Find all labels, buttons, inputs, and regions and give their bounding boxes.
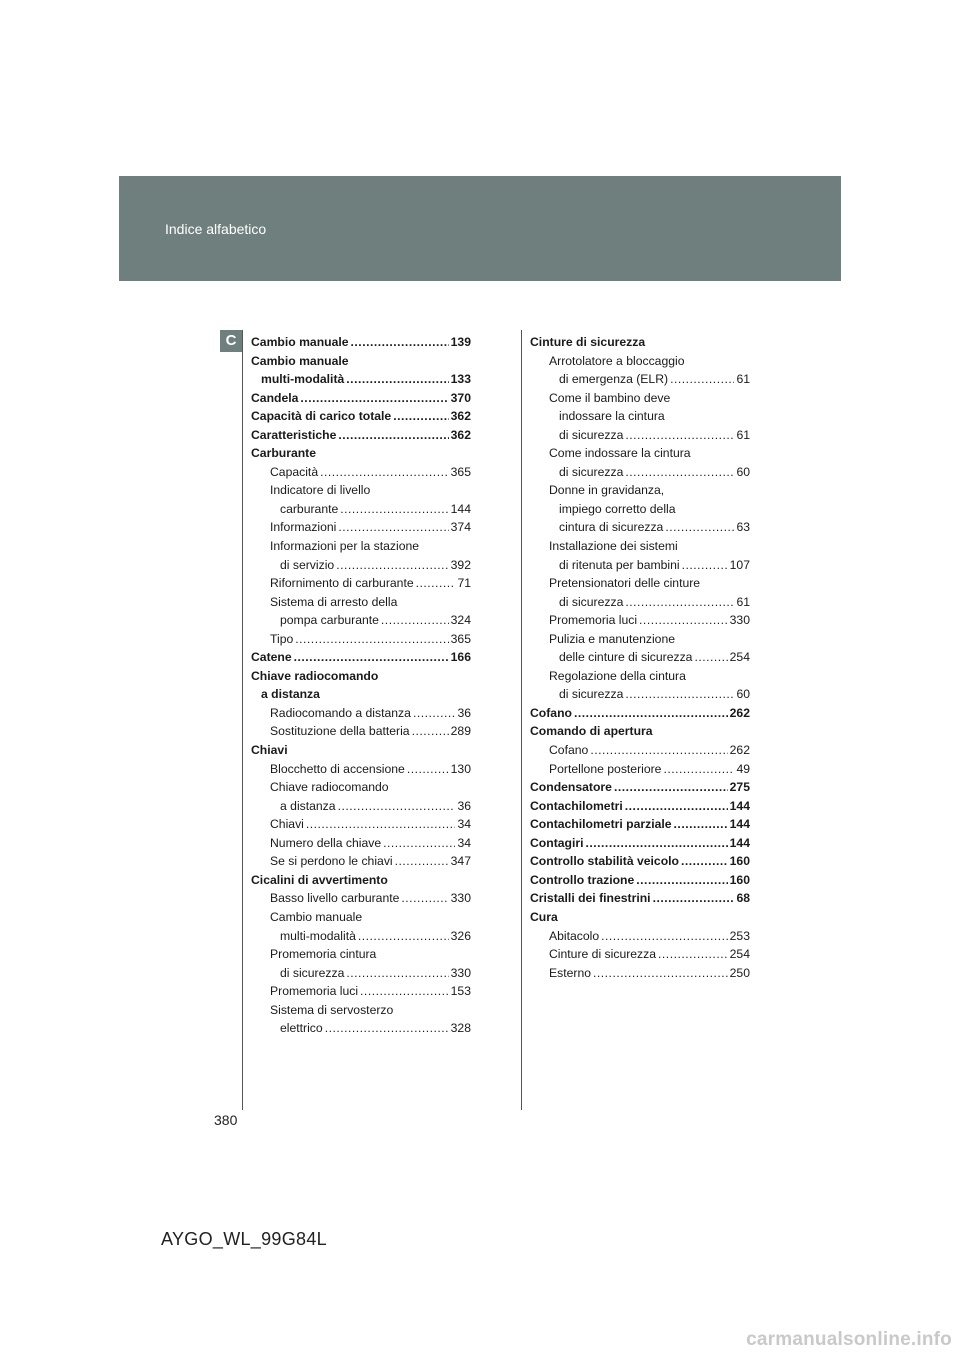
index-entry [251, 593, 471, 612]
index-entry-page: 370 [450, 390, 471, 405]
index-entry-term: impiego corretto della [559, 501, 676, 516]
index-entry-page: 330 [450, 965, 471, 980]
index-entry-term: Basso livello carburante [270, 891, 400, 906]
index-entry [530, 500, 750, 519]
index-entry-page: 133 [450, 372, 471, 387]
dot-leader [586, 834, 728, 853]
index-entry [530, 908, 750, 927]
index-entry [530, 704, 750, 723]
index-entry-page: 347 [450, 854, 471, 869]
index-entry-page: 330 [450, 891, 471, 906]
index-entry-page: 153 [450, 984, 471, 999]
index-entry [251, 518, 471, 537]
index-entry-term: Contagiri [530, 835, 584, 850]
index-entry [251, 908, 471, 927]
index-entry-page: 34 [457, 835, 471, 850]
index-entry-term: Carburante [251, 446, 317, 461]
index-entry-term: Blocchetto di accensione [270, 761, 405, 776]
index-entry [530, 333, 750, 352]
index-entry-page: 262 [729, 743, 750, 758]
index-entry [251, 852, 471, 871]
dot-leader [358, 927, 449, 946]
dot-leader [300, 389, 448, 408]
index-entry-term: Tipo [270, 631, 294, 646]
index-entry [251, 834, 471, 853]
dot-leader [395, 852, 449, 871]
index-entry-term: delle cinture di sicurezza [559, 650, 693, 665]
dot-leader [601, 927, 728, 946]
index-entry-term: di sicurezza [559, 687, 624, 702]
index-entry-page: 289 [450, 724, 471, 739]
index-entry [251, 1001, 471, 1020]
index-entry-term: pompa carburante [280, 613, 379, 628]
index-entry-term: Cambio manuale [251, 335, 349, 349]
dot-leader [614, 778, 728, 797]
index-entry [530, 426, 750, 445]
index-entry-term: di sicurezza [559, 427, 624, 442]
index-entry-term: Sostituzione della batteria [270, 724, 410, 739]
index-entry-term: Cura [530, 909, 558, 924]
index-entry-term: Radiocomando a distanza [270, 705, 411, 720]
dot-leader [593, 964, 728, 983]
index-entry-page: 139 [450, 335, 471, 349]
index-entry [530, 685, 750, 704]
index-entry [251, 889, 471, 908]
dot-leader [412, 722, 449, 741]
dot-leader [340, 500, 448, 519]
index-entry [530, 481, 750, 500]
index-entry-page: 71 [457, 576, 471, 591]
dot-leader [383, 834, 455, 853]
index-entry-term: a distanza [280, 798, 336, 813]
index-entry [251, 389, 471, 408]
index-entry-page: 63 [736, 520, 750, 535]
watermark: carmanualsonline.info [746, 1329, 952, 1350]
index-entry [530, 574, 750, 593]
index-entry [530, 927, 750, 946]
index-entry [251, 500, 471, 519]
index-entry-term: Portellone posteriore [549, 761, 662, 776]
index-entry-term: Pretensionatori delle cinture [549, 576, 701, 591]
index-entry-term: di sicurezza [280, 965, 345, 980]
dot-leader [325, 1019, 449, 1038]
index-entry-term: Esterno [549, 965, 592, 980]
index-entry [530, 871, 750, 890]
index-entry-term: Chiavi [270, 817, 304, 832]
dot-leader [625, 797, 728, 816]
index-entry-page: 144 [450, 501, 471, 516]
index-entry [530, 834, 750, 853]
dot-leader [681, 852, 728, 871]
index-entry-page: 144 [729, 817, 750, 832]
index-entry-term: Cambio manuale [270, 909, 363, 924]
index-entry-term: Comando di apertura [530, 724, 653, 739]
dot-leader [653, 889, 735, 908]
index-entry [530, 630, 750, 649]
index-entry [251, 407, 471, 426]
dot-leader [381, 611, 449, 630]
index-entry-term: Catene [251, 650, 292, 665]
index-entry [530, 444, 750, 463]
index-entry-page: 330 [729, 613, 750, 628]
index-entry-term: di sicurezza [559, 464, 624, 479]
index-entry [251, 1019, 471, 1038]
section-title: Indice alfabetico [165, 221, 267, 237]
index-entry-page: 60 [736, 687, 750, 702]
page-number: 380 [214, 1112, 238, 1128]
index-entry [530, 815, 750, 834]
dot-leader [320, 463, 449, 482]
index-entry-term: di emergenza (ELR) [559, 372, 669, 387]
index-entry [251, 537, 471, 556]
dot-leader [338, 797, 456, 816]
index-entry-term: Come il bambino deve [549, 390, 671, 405]
index-entry [530, 593, 750, 612]
index-entry-page: 365 [450, 464, 471, 479]
dot-leader [682, 556, 728, 575]
column-divider-right [521, 330, 522, 1110]
index-entry [251, 426, 471, 445]
dot-leader [360, 982, 449, 1001]
index-entry-page: 328 [450, 1021, 471, 1036]
dot-leader [351, 333, 449, 352]
index-entry [251, 945, 471, 964]
index-entry [251, 370, 471, 389]
dot-leader [401, 889, 448, 908]
index-entry-page: 36 [457, 798, 471, 813]
index-entry-term: Promemoria cintura [270, 947, 377, 962]
index-entry [251, 815, 471, 834]
index-entry-page: 262 [729, 705, 750, 720]
index-entry-page: 324 [450, 613, 471, 628]
index-entry [530, 389, 750, 408]
index-entry-page: 362 [450, 427, 471, 442]
index-entry-term: Contachilometri [530, 798, 623, 813]
index-entry [530, 889, 750, 908]
index-entry-term: di ritenuta per bambini [559, 557, 680, 572]
index-entry-term: Cofano [549, 743, 589, 758]
index-entry-term: a distanza [261, 687, 320, 702]
dot-leader [295, 630, 448, 649]
dot-leader [658, 945, 728, 964]
index-entry [530, 797, 750, 816]
index-entry [251, 667, 471, 686]
index-entry [251, 704, 471, 723]
index-entry [530, 648, 750, 667]
index-entry-page: 362 [450, 409, 471, 424]
index-entry [530, 722, 750, 741]
index-entry-term: Condensatore [530, 780, 612, 795]
index-entry [251, 648, 471, 667]
dot-leader [625, 685, 734, 704]
index-entry [530, 407, 750, 426]
index-entry [530, 741, 750, 760]
index-entry-term: Cofano [530, 705, 572, 720]
index-entry [530, 852, 750, 871]
index-entry-term: Cinture di sicurezza [530, 335, 646, 349]
dot-leader [306, 815, 456, 834]
dot-leader [338, 426, 448, 445]
index-entry [530, 945, 750, 964]
index-entry [530, 518, 750, 537]
index-entry [530, 463, 750, 482]
index-entry-term: Regolazione della cintura [549, 668, 686, 683]
index-entry-term: Informazioni [270, 520, 337, 535]
index-entry-term: Promemoria luci [270, 984, 359, 999]
index-entry-page: 36 [457, 705, 471, 720]
index-entry [251, 722, 471, 741]
index-entry [251, 982, 471, 1001]
index-entry-term: elettrico [280, 1021, 323, 1036]
index-entry-term: Arrotolatore a bloccaggio [549, 353, 685, 368]
index-column-left [251, 333, 471, 1038]
index-entry-term: Pulizia e manutenzione [549, 631, 676, 646]
index-entry [530, 964, 750, 983]
index-entry-term: Informazioni per la stazione [270, 539, 420, 554]
index-entry [251, 333, 471, 352]
index-column-right [530, 333, 750, 982]
index-entry-page: 254 [729, 947, 750, 962]
index-entry-page: 61 [736, 594, 750, 609]
index-entry-term: Come indossare la cintura [549, 446, 691, 461]
dot-leader [670, 370, 734, 389]
index-entry-term: Contachilometri parziale [530, 817, 672, 832]
index-entry-term: Sistema di servosterzo [270, 1002, 394, 1017]
index-entry [251, 741, 471, 760]
index-entry-page: 68 [736, 891, 750, 906]
dot-leader [338, 518, 448, 537]
index-entry-page: 61 [736, 372, 750, 387]
index-entry [251, 556, 471, 575]
index-entry [251, 871, 471, 890]
index-entry-term: carburante [280, 501, 339, 516]
index-entry [251, 760, 471, 779]
dot-leader [663, 760, 734, 779]
index-entry [251, 444, 471, 463]
index-entry-page: 130 [450, 761, 471, 776]
index-entry-term: Capacità di carico totale [251, 409, 392, 424]
dot-leader [590, 741, 727, 760]
index-entry-page: 250 [729, 965, 750, 980]
index-entry-page: 144 [729, 798, 750, 813]
index-entry-page: 392 [450, 557, 471, 572]
index-entry-term: multi-modalità [280, 928, 356, 943]
index-entry [530, 611, 750, 630]
index-entry [251, 685, 471, 704]
index-entry-term: multi-modalità [261, 372, 345, 387]
dot-leader [674, 815, 728, 834]
index-entry-term: Controllo trazione [530, 872, 635, 887]
index-entry-term: Rifornimento di carburante [270, 576, 414, 591]
index-entry-term: Se si perdono le chiavi [270, 854, 393, 869]
index-entry-term: Candela [251, 390, 299, 405]
column-divider-left [242, 330, 243, 1110]
dot-leader [639, 611, 728, 630]
index-entry-page: 60 [736, 464, 750, 479]
index-entry-page: 254 [729, 650, 750, 665]
dot-leader [294, 648, 449, 667]
index-entry-page: 160 [729, 854, 750, 869]
index-entry-term: Cicalini di avvertimento [251, 872, 388, 887]
index-entry-page: 166 [450, 650, 471, 665]
index-entry [530, 556, 750, 575]
index-entry-term: Donne in gravidanza, [549, 483, 665, 498]
index-entry [251, 352, 471, 371]
dot-leader [694, 648, 727, 667]
index-entry-page: 144 [729, 835, 750, 850]
index-entry-term: Chiave radiocomando [251, 668, 379, 683]
index-entry-term: Installazione dei sistemi [549, 539, 678, 554]
index-entry-term: Indicatore di livello [270, 483, 371, 498]
index-entry-page: 160 [729, 872, 750, 887]
index-entry [251, 927, 471, 946]
index-entry-term: Sistema di arresto della [270, 594, 398, 609]
index-entry-page: 374 [450, 520, 471, 535]
dot-leader [625, 426, 734, 445]
index-entry-page: 49 [736, 761, 750, 776]
dot-leader [574, 704, 728, 723]
index-entry-page: 275 [729, 780, 750, 795]
index-entry [530, 667, 750, 686]
index-entry [251, 964, 471, 983]
index-entry [251, 778, 471, 797]
index-entry-term: Chiavi [251, 743, 288, 758]
index-entry-term: di sicurezza [559, 594, 624, 609]
index-entry-page: 34 [457, 817, 471, 832]
index-entry-page: 326 [450, 928, 471, 943]
index-entry [251, 797, 471, 816]
index-entry-term: di servizio [280, 557, 335, 572]
index-entry-term: Capacità [270, 464, 319, 479]
dot-leader [416, 574, 456, 593]
index-letter-tab: C [220, 330, 242, 352]
document-code: AYGO_WL_99G84L [161, 1229, 327, 1249]
dot-leader [625, 463, 734, 482]
index-entry-term: Chiave radiocomando [270, 780, 389, 795]
index-entry [251, 574, 471, 593]
index-entry [530, 537, 750, 556]
dot-leader [346, 964, 448, 983]
dot-leader [625, 593, 734, 612]
index-entry-term: cintura di sicurezza [559, 520, 664, 535]
index-entry-term: Promemoria luci [549, 613, 638, 628]
dot-leader [393, 407, 448, 426]
index-entry-term: Controllo stabilità veicolo [530, 854, 679, 869]
index-entry-term: indossare la cintura [559, 409, 665, 424]
index-entry [530, 778, 750, 797]
dot-leader [636, 871, 727, 890]
index-entry-term: Caratteristiche [251, 427, 337, 442]
index-entry-page: 107 [729, 557, 750, 572]
index-entry [530, 352, 750, 371]
index-entry [251, 463, 471, 482]
index-entry-term: Numero della chiave [270, 835, 382, 850]
index-entry [251, 611, 471, 630]
dot-leader [336, 556, 448, 575]
dot-leader [407, 760, 449, 779]
index-entry [530, 370, 750, 389]
index-entry-page: 253 [729, 928, 750, 943]
index-entry-page: 365 [450, 631, 471, 646]
index-entry-term: Cinture di sicurezza [549, 947, 657, 962]
index-entry-page: 61 [736, 427, 750, 442]
index-entry-term: Abitacolo [549, 928, 600, 943]
dot-leader [665, 518, 734, 537]
index-entry [530, 760, 750, 779]
index-entry [251, 630, 471, 649]
dot-leader [346, 370, 448, 389]
dot-leader [413, 704, 456, 723]
index-entry-term: Cambio manuale [251, 353, 349, 368]
index-entry [251, 481, 471, 500]
index-entry-term: Cristalli dei finestrini [530, 891, 651, 906]
